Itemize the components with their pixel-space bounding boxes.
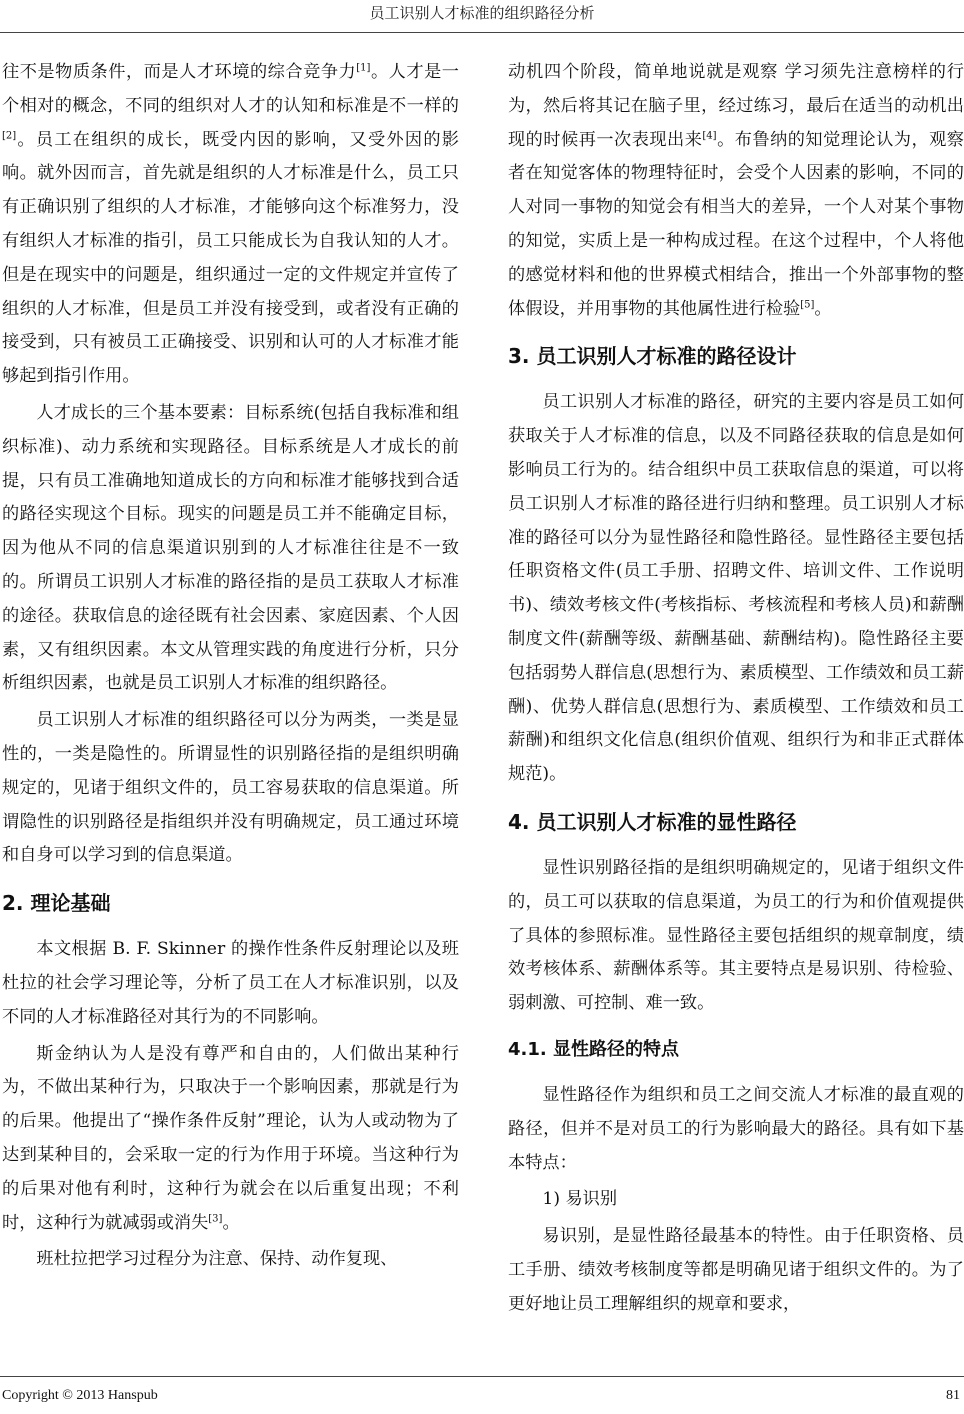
text-span: 斯金纳认为人是没有尊严和自由的，人们做出某种行为，不做出某种行为，只取决于一个影响因素，那就是行为的后果。他提出了“操作条件反射”理论，认为人或动物为了达到某种目的，会采取一定的行为作用于环境。当这种行为的后果对他有利时，这种行为就会在以后重复出现；不利时，这种行为就减弱或消失 (2, 1043, 459, 1233)
text-span: 动机四个阶段，简单地说就是观察 学习须先注意榜样的行为，然后将其记在脑子里，经过练习，最后在适当的动机出现的时候再一次表现出来 (508, 62, 964, 150)
section-heading-3: 3. 员工识别人才标准的路径设计 (508, 344, 797, 369)
text-span: 。 (814, 298, 832, 319)
left-column (2, 56, 459, 1277)
paragraph-right-4: 显性路径作为组织和员工之间交流人才标准的最直观的路径，但并不是对员工的行为影响最大的路径。具有如下基本特点： (508, 1084, 964, 1173)
paragraph-right-6: 易识别，是显性路径最基本的特性。由于任职资格、员工手册、绩效考核制度等都是明确见诸于组织文件的。为了更好地让员工理解组织的规章和要求， (508, 1226, 964, 1314)
citation-4: [4] (702, 129, 717, 141)
right-column (508, 56, 964, 1322)
footer-rule (0, 1376, 964, 1377)
text-span: 。人才是一个相对的概念，不同的组织对人才的认知和标准是不一样的 (2, 62, 459, 116)
paragraph-right-2: 员工识别人才标准的路径，研究的主要内容是员工如何获取关于人才标准的信息，以及不同路径获取的信息是如何影响员工行为的。结合组织中员工获取信息的渠道，可以将员工识别人才标准的路径进行归纳和整理。员工识别人才标准的路径可以分为显性路径和隐性路径。显性路径主要包括任职资格文件(员工手册、招聘文件、培训文件、工作说明书)、绩效考核文件(考核指标、考核流程和考核人员)和薪酬制度文件(薪酬等级、薪酬基础、薪酬结构)。隐性路径主要包括弱势人群信息(思想行为、素质模型、工作绩效和员工薪酬)、优势人群信息(思想行为、素质模型、工作绩效和员工薪酬)和组织文化信息(组织价值观、组织行为和非正式群体规范)。 (508, 392, 964, 785)
footer-copyright: Copyright © 2013 Hanspub (2, 1388, 158, 1403)
paragraph-left-4: 本文根据 B. F. Skinner 的操作性条件反射理论以及班杜拉的社会学习理论等，分析了员工在人才标准识别，以及不同的人才标准路径对其行为的不同影响。 (2, 939, 459, 1027)
section-heading-4-1: 4.1. 显性路径的特点 (508, 1038, 679, 1060)
paragraph-left-3: 员工识别人才标准的组织路径可以分为两类，一类是显性的，一类是隐性的。所谓显性的识别路径指的是组织明确规定的，见诸于组织文件的，员工容易获取的信息渠道。所谓隐性的识别路径是指组织并没有明确规定，员工通过环境和自身可以学习到的信息渠道。 (2, 710, 459, 866)
text-span: 。布鲁纳的知觉理论认为，观察者在知觉客体的物理特征时，会受个人因素的影响，不同的人对同一事物的知觉会有相当大的差异，一个人对某个事物的知觉，实质上是一种构成过程。在这个过程中，个人将他的感觉材料和他的世界模式相结合，推出一个外部事物的整体假设，并用事物的其他属性进行检验 (508, 129, 964, 319)
citation-3: [3] (208, 1212, 223, 1224)
text-span: 。 (222, 1212, 240, 1233)
paragraph-left-6: 班杜拉把学习过程分为注意、保持、动作复现、 (36, 1249, 398, 1270)
list-item-1: 1) 易识别 (542, 1189, 618, 1210)
section-heading-2: 2. 理论基础 (2, 891, 111, 916)
paragraph-left-2: 人才成长的三个基本要素：目标系统(包括自我标准和组织标准)、动力系统和实现路径。目标系统是人才成长的前提，只有员工准确地知道成长的方向和标准才能够找到合适的路径实现这个目标。现实的问题是员工并不能确定目标，因为他从不同的信息渠道识别到的人才标准往往是不一致的。所谓员工识别人才标准的路径指的是员工获取人才标准的途径。获取信息的途径既有社会因素、家庭因素、个人因素，又有组织因素。本文从管理实践的角度进行分析，只分析组织因素，也就是员工识别人才标准的组织路径。 (2, 402, 459, 694)
running-header: 员工识别人才标准的组织路径分析 (369, 4, 595, 22)
paragraph-right-1 (508, 56, 964, 326)
citation-1: [1] (356, 62, 371, 74)
text-span: 。员工在组织的成长，既受内因的影响，又受外因的影响。就外因而言，首先就是组织的人才标准是什么，员工只有正确识别了组织的人才标准，才能够向这个标准努力，没有组织人才标准的指引，员工只能成长为自我认知的人才。但是在现实中的问题是，组织通过一定的文件规定并宣传了组织的人才标准，但是员工并没有接受到，或者没有正确的接受到，只有被员工正确接受、识别和认可的人才标准才能够起到指引作用。 (2, 129, 459, 387)
paragraph-left-5 (2, 1038, 459, 1241)
section-heading-4: 4. 员工识别人才标准的显性路径 (508, 809, 797, 834)
citation-2: [2] (2, 129, 17, 141)
header-rule (0, 32, 964, 33)
page-number: 81 (946, 1388, 960, 1403)
citation-5: [5] (800, 298, 815, 310)
paragraph-right-3: 显性识别路径指的是组织明确规定的，见诸于组织文件的，员工可以获取的信息渠道，为员工的行为和价值观提供了具体的参照标准。显性路径主要包括组织的规章制度，绩效考核体系、薪酬体系等。其主要特点是易识别、待检验、弱刺激、可控制、难一致。 (508, 857, 964, 1014)
paragraph-left-1 (2, 56, 459, 394)
text-span: 往不是物质条件，而是人才环境的综合竞争力 (2, 62, 357, 82)
